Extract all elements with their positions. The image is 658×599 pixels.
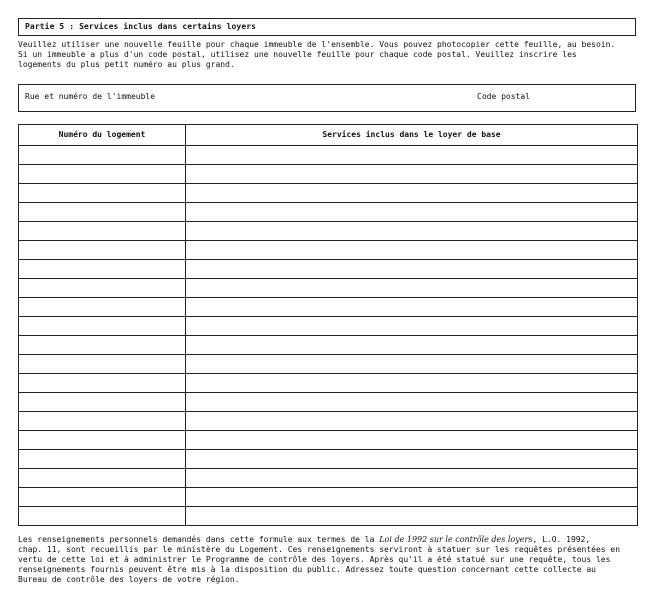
table-row (19, 260, 638, 279)
unit-number-cell[interactable] (19, 279, 186, 298)
table-row (19, 241, 638, 260)
table-row (19, 146, 638, 165)
unit-number-cell[interactable] (19, 203, 186, 222)
services-cell[interactable] (186, 165, 638, 184)
unit-number-cell[interactable] (19, 469, 186, 488)
table-row (19, 165, 638, 184)
services-cell[interactable] (186, 146, 638, 165)
table-row (19, 488, 638, 507)
unit-number-cell[interactable] (19, 260, 186, 279)
table-row (19, 279, 638, 298)
table-row (19, 203, 638, 222)
unit-number-cell[interactable] (19, 336, 186, 355)
units-table (18, 124, 638, 526)
instructions-text: Veuillez utiliser une nouvelle feuille pour chaque immeuble de l'ensemble. Vous pouvez photocopier cette feuille, au besoin. Si un immeuble a plus d'un code postal, utilisez une nouvelle feuille pour chaque code postal. Veuillez inscrire les logements du plus petit numéro au plus grand. (18, 40, 616, 69)
table-row (19, 184, 638, 203)
unit-number-cell[interactable] (19, 412, 186, 431)
street-label: Rue et numéro de l'immeuble (25, 92, 156, 101)
address-box[interactable] (18, 84, 636, 112)
services-cell[interactable] (186, 488, 638, 507)
services-cell[interactable] (186, 355, 638, 374)
unit-number-cell[interactable] (19, 298, 186, 317)
services-cell[interactable] (186, 241, 638, 260)
services-cell[interactable] (186, 184, 638, 203)
table-row (19, 317, 638, 336)
services-cell[interactable] (186, 412, 638, 431)
services-header: Services inclus dans le loyer de base (186, 125, 638, 146)
unit-number-cell[interactable] (19, 184, 186, 203)
table-row (19, 393, 638, 412)
unit-number-cell[interactable] (19, 488, 186, 507)
part-title: Partie 5 : Services inclus dans certains loyers (25, 22, 257, 31)
unit-number-cell[interactable] (19, 222, 186, 241)
unit-number-cell[interactable] (19, 241, 186, 260)
unit-number-cell[interactable] (19, 317, 186, 336)
unit-number-cell[interactable] (19, 507, 186, 526)
unit-number-cell[interactable] (19, 431, 186, 450)
unit-number-cell[interactable] (19, 374, 186, 393)
services-cell[interactable] (186, 374, 638, 393)
table-row (19, 507, 638, 526)
table-row (19, 469, 638, 488)
table-row (19, 450, 638, 469)
services-cell[interactable] (186, 260, 638, 279)
unit-number-header: Numéro du logement (19, 125, 186, 146)
notice-text-start: Les renseignements personnels demandés dans cette formule aux termes de la (18, 535, 380, 544)
table-row (19, 431, 638, 450)
part-title-box (18, 18, 636, 36)
unit-number-cell[interactable] (19, 146, 186, 165)
notice-text-end: , L.O. 1992, chap. 11, sont recueillis par le ministère du Logement. Ces renseignements serviront à statuer sur les requêtes présentées en vertu de cette loi et à administrer le Programme de contrôle des loyers. Après qu'il a été statué sur une requête, tous les renseignements fournis peuvent être mis à la disposition du public. Adressez toute question concernant cette collecte au Bureau de contrôle des loyers de votre région. (18, 535, 621, 584)
services-cell[interactable] (186, 279, 638, 298)
services-cell[interactable] (186, 507, 638, 526)
unit-number-cell[interactable] (19, 450, 186, 469)
unit-number-cell[interactable] (19, 355, 186, 374)
postal-code-label: Code postal (477, 92, 530, 101)
law-title: Loi de 1992 sur le contrôle des loyers (379, 535, 533, 544)
table-row (19, 298, 638, 317)
table-row (19, 336, 638, 355)
unit-number-cell[interactable] (19, 393, 186, 412)
services-cell[interactable] (186, 431, 638, 450)
services-cell[interactable] (186, 450, 638, 469)
services-cell[interactable] (186, 336, 638, 355)
table-row (19, 412, 638, 431)
services-cell[interactable] (186, 317, 638, 336)
services-cell[interactable] (186, 298, 638, 317)
privacy-notice (18, 535, 650, 585)
table-row (19, 355, 638, 374)
services-cell[interactable] (186, 393, 638, 412)
table-row (19, 374, 638, 393)
table-header-row (19, 125, 638, 146)
table-row (19, 222, 638, 241)
unit-number-cell[interactable] (19, 165, 186, 184)
services-cell[interactable] (186, 469, 638, 488)
services-cell[interactable] (186, 222, 638, 241)
services-cell[interactable] (186, 203, 638, 222)
